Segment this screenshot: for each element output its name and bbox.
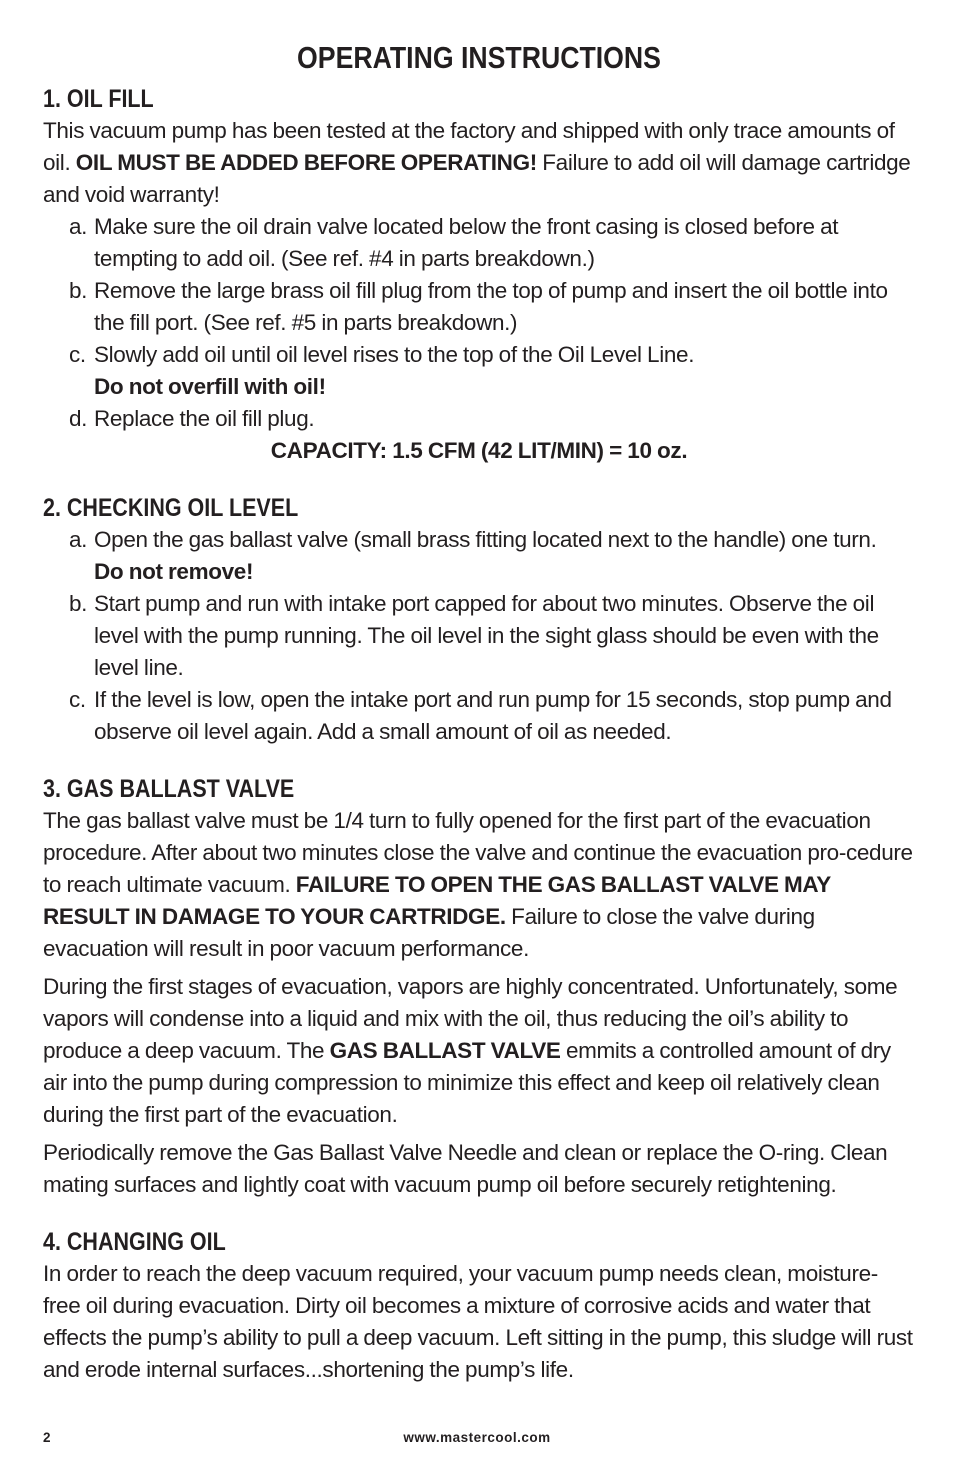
section-intro: This vacuum pump has been tested at the factory and shipped with only trace amounts of oil. OIL MUST BE ADDED BEFORE OPERATING! Failure to add oil will damage cartridge and void warranty! — [43, 118, 911, 207]
list-item: d. Replace the oil fill plug. — [69, 406, 315, 431]
section-gas-ballast-valve — [43, 773, 915, 1201]
page-title: OPERATING INSTRUCTIONS — [297, 40, 661, 75]
section-heading: 2. CHECKING OIL LEVEL — [43, 494, 299, 522]
paragraph: During the first stages of evacuation, vapors are highly concentrated. Unfortunately, some vapors will condense into a liquid and mix with the oil, thus reducing the oil’s ability to produce a deep vacuum. The GAS BALLAST VALVE emmits a controlled amount of dry air into the pump during compression to minimize this effect and keep oil relatively clean during the first part of the evacuation. — [43, 974, 898, 1127]
list-item: c. If the level is low, open the intake port and run pump for 15 seconds, stop pump and observe oil level again. Add a small amount of oil as needed. — [69, 687, 892, 744]
section-heading: 3. GAS BALLAST VALVE — [43, 775, 295, 803]
section-checking-oil-level — [43, 492, 915, 748]
paragraph: The gas ballast valve must be 1/4 turn to fully opened for the first part of the evacuation procedure. After about two minutes close the valve and continue the evacuation pro-cedure to reach ultimate vacuum. FAILURE TO OPEN THE GAS BALLAST VALVE MAY RESULT IN DAMAGE TO YOUR CARTRIDGE. Failure to close the valve during evacuation will result in poor vacuum performance. — [43, 808, 913, 961]
list-item: c. Slowly add oil until oil level rises to the top of the Oil Level Line. Do not overfill with oil! — [43, 339, 915, 403]
capacity-note: CAPACITY: 1.5 CFM (42 LIT/MIN) = 10 oz. — [270, 438, 688, 463]
section-heading: 4. CHANGING OIL — [43, 1228, 226, 1256]
warning-text: Do not overfill with oil! — [94, 374, 326, 399]
footer-url: www.mastercool.com — [403, 1430, 551, 1445]
manual-page — [43, 36, 915, 1386]
page-number: 2 — [43, 1430, 51, 1445]
list-item: b. Start pump and run with intake port capped for about two minutes. Observe the oil level with the pump running. The oil level in the sight glass should be even with the level line. — [69, 591, 879, 680]
list-item: a. Make sure the oil drain valve located below the front casing is closed before at tempting to add oil. (See ref. #4 in parts breakdown.) — [69, 214, 839, 271]
list-item: a. Open the gas ballast valve (small brass fitting located next to the handle) one turn. Do not remove! — [43, 524, 915, 588]
warning-text: OIL MUST BE ADDED BEFORE OPERATING! — [75, 150, 537, 175]
warning-text: FAILURE TO OPEN THE GAS BALLAST VALVE MAY RESULT IN DAMAGE TO YOUR CARTRIDGE. — [43, 872, 831, 929]
emphasis-text: GAS BALLAST VALVE — [329, 1038, 561, 1063]
section-oil-fill — [43, 83, 915, 467]
section-heading: 1. OIL FILL — [43, 85, 154, 113]
section-changing-oil — [43, 1226, 915, 1386]
paragraph: Periodically remove the Gas Ballast Valve Needle and clean or replace the O-ring. Clean mating surfaces and lightly coat with vacuum pump oil before securely retightening. — [43, 1140, 888, 1197]
warning-text: Do not remove! — [94, 559, 254, 584]
list-item: b. Remove the large brass oil fill plug from the top of pump and insert the oil bottle into the fill port. (See ref. #5 in parts breakdown.) — [69, 278, 888, 335]
paragraph: In order to reach the deep vacuum required, your vacuum pump needs clean, moisture-free oil during evacuation. Dirty oil becomes a mixture of corrosive acids and water that effects the pump’s ability to pull a deep vacuum. Left sitting in the pump, this sludge will rust and erode internal surfaces...shortening the pump’s life. — [43, 1261, 913, 1382]
